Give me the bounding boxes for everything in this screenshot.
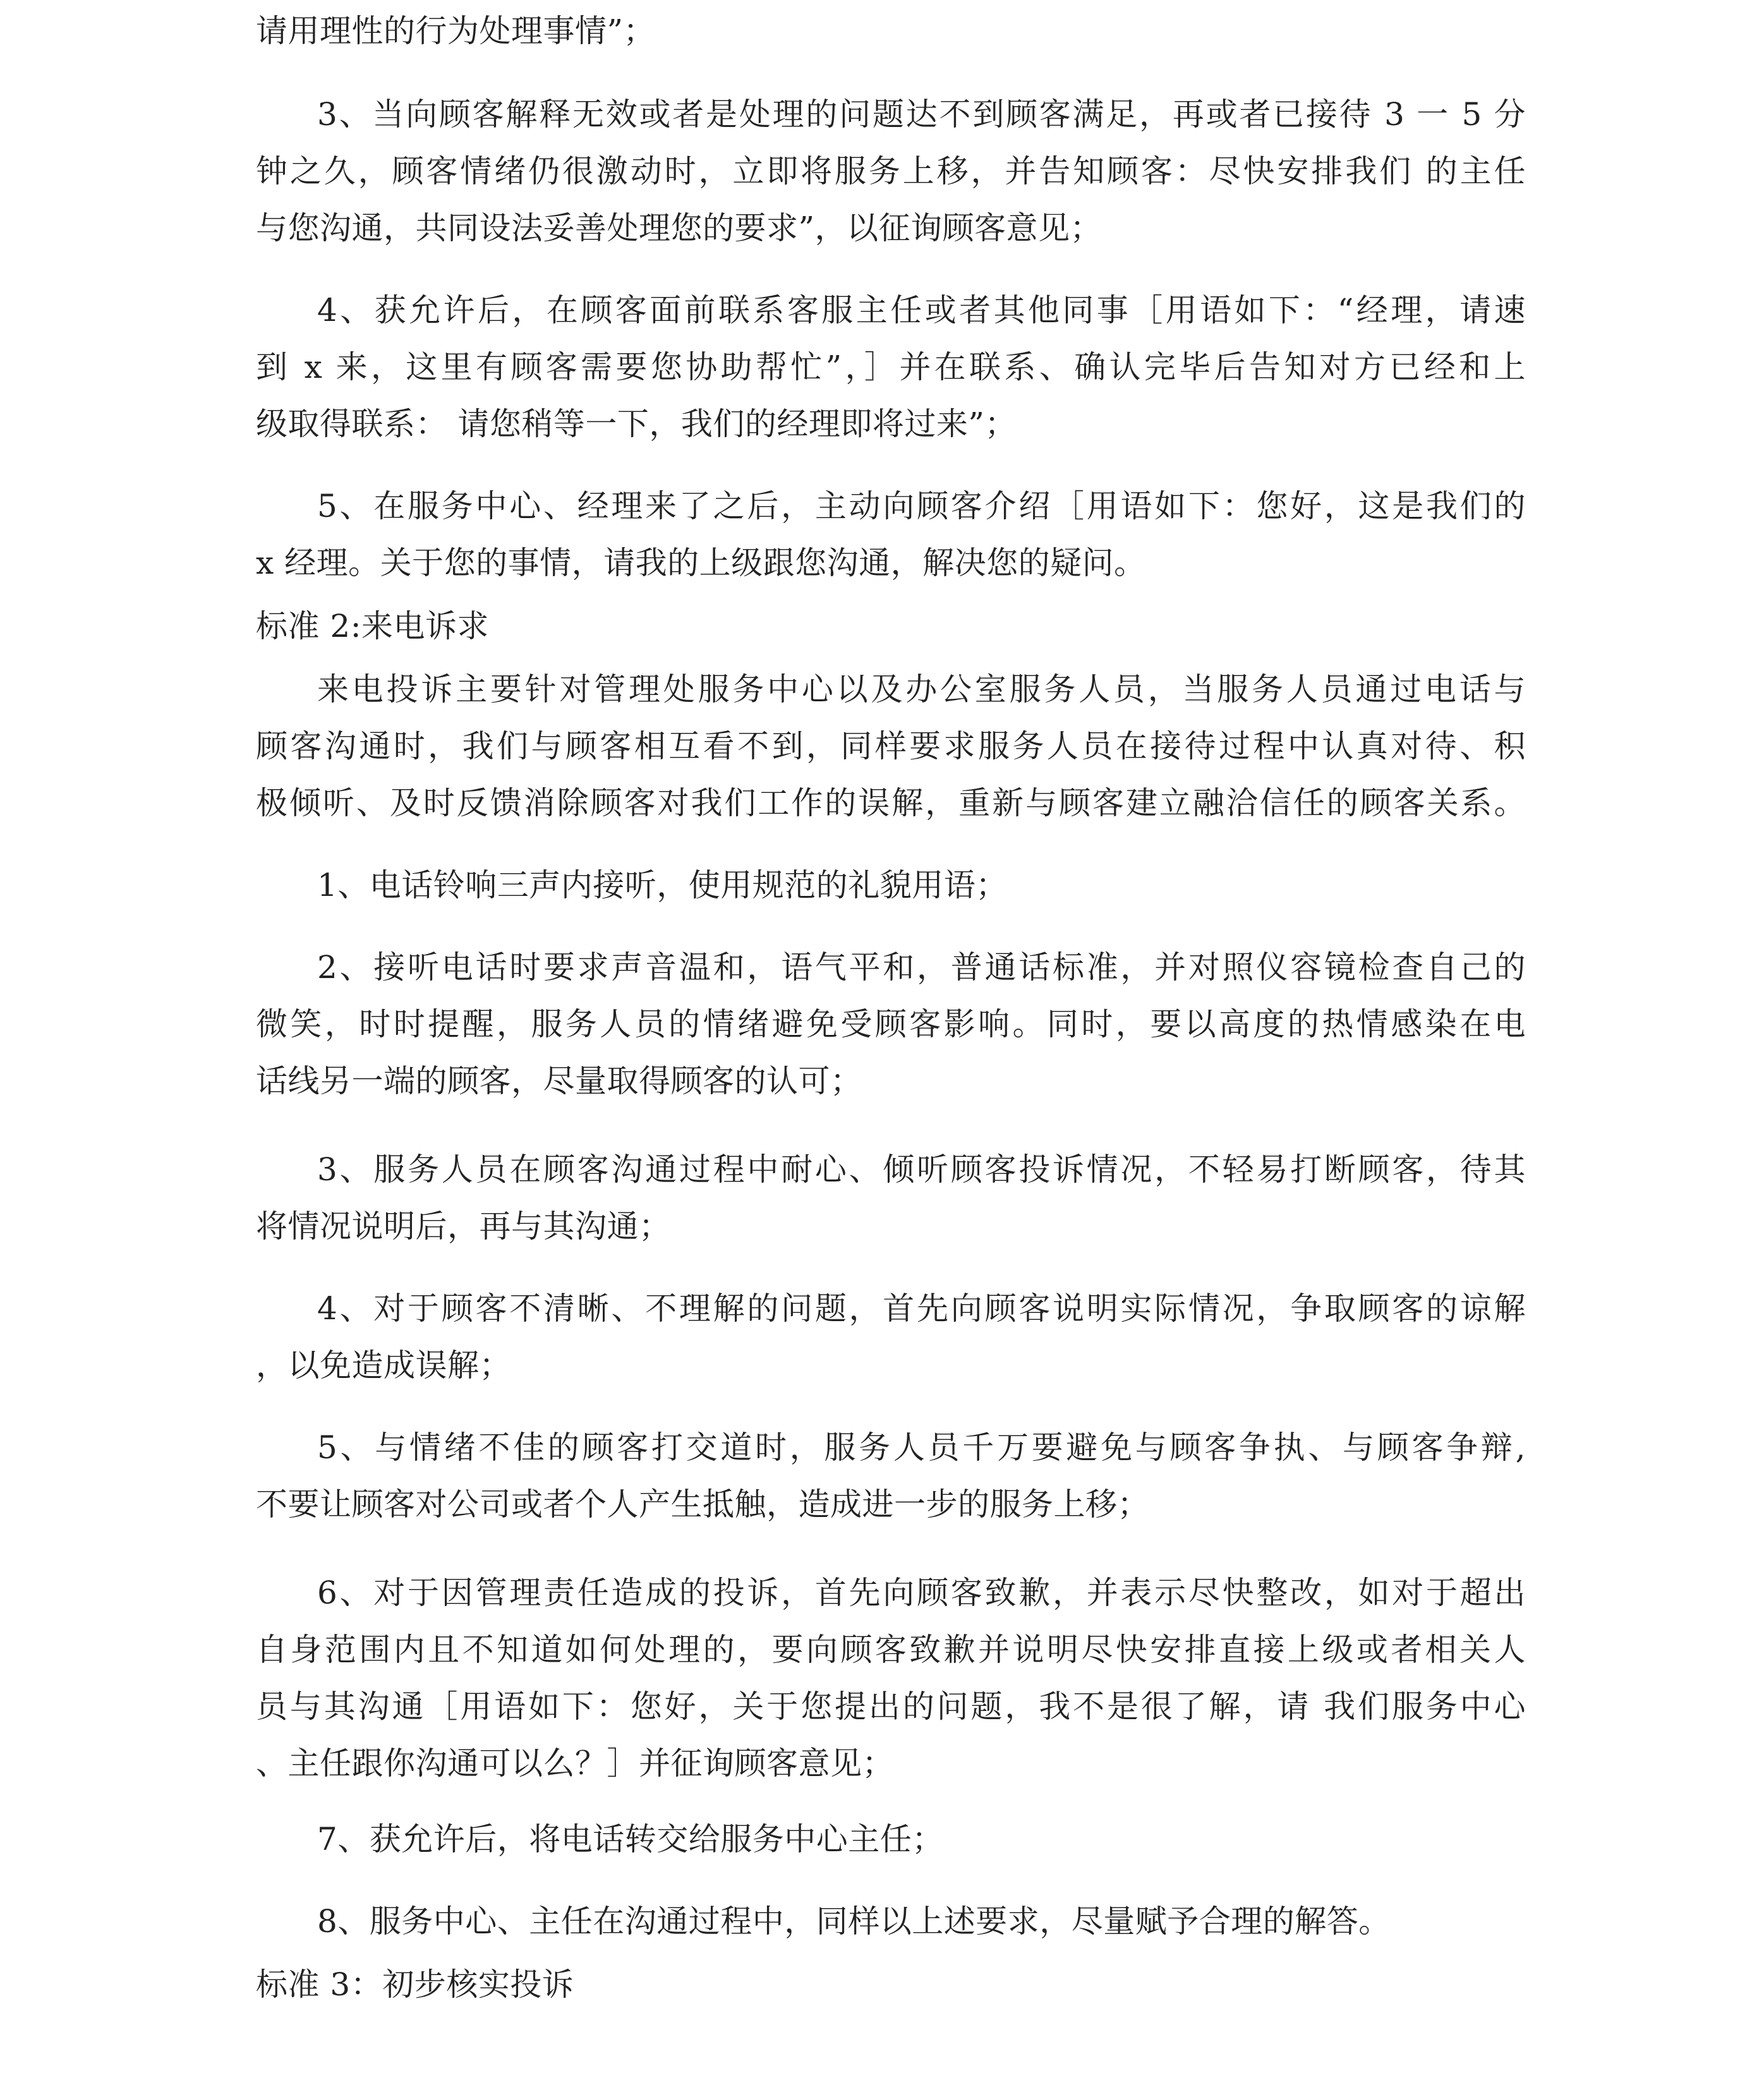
- section-heading: 标准 3：初步核实投诉: [256, 1966, 574, 2003]
- text-line: 将情况说明后，再与其沟通；: [256, 1208, 671, 1245]
- text-line: 顾客沟通时，我们与顾客相互看不到，同样要求服务人员在接待过程中认真对待、积: [256, 728, 1526, 764]
- text-line: 3、当向顾客解释无效或者是处理的问题达不到顾客满足，再或者已接待 3 一 5 分: [317, 96, 1526, 133]
- section-heading: 标准 2:来电诉求: [256, 608, 490, 644]
- text-line: 6、对于因管理责任造成的投诉，首先向顾客致歉，并表示尽快整改，如对于超出: [317, 1574, 1526, 1611]
- text-line: 3、服务人员在顾客沟通过程中耐心、倾听顾客投诉情况，不轻易打断顾客，待其: [317, 1151, 1526, 1188]
- text-line: 与您沟通，共同设法妥善处理您的要求”，以征询顾客意见；: [256, 210, 1102, 246]
- text-line: 7、获允许后，将电话转交给服务中心主任；: [317, 1821, 944, 1858]
- text-line: 微笑，时时提醒，服务人员的情绪避免受顾客影响。同时，要以高度的热情感染在电: [256, 1006, 1526, 1042]
- text-line: 不要让顾客对公司或者个人产生抵触，造成进一步的服务上移；: [256, 1486, 1149, 1523]
- text-line: 5、与情绪不佳的顾客打交道时，服务人员千万要避免与顾客争执、与顾客争辩,: [317, 1429, 1526, 1466]
- text-line: 8、服务中心、主任在沟通过程中，同样以上述要求，尽量赋予合理的解答。: [317, 1903, 1391, 1940]
- text-line: 来电投诉主要针对管理处服务中心以及办公室服务人员，当服务人员通过电话与: [317, 671, 1526, 708]
- text-line: 2、接听电话时要求声音温和，语气平和，普通话标准，并对照仪容镜检查自己的: [317, 949, 1526, 986]
- text-line: 话线另一端的顾客，尽量取得顾客的认可；: [256, 1063, 862, 1099]
- text-line: 级取得联系： 请您稍等一下，我们的经理即将过来”；: [256, 406, 1017, 442]
- text-line: 1、电话铃响三声内接听，使用规范的礼貌用语；: [317, 867, 1008, 904]
- text-line: ，以免造成误解；: [256, 1347, 511, 1384]
- text-line: 、主任跟你沟通可以么？］并征询顾客意见；: [256, 1745, 894, 1782]
- text-line: 到 x 来，这里有顾客需要您协助帮忙”，］并在联系、确认完毕后告知对方已经和上: [256, 349, 1526, 385]
- text-line: 请用理性的行为处理事情”；: [256, 13, 656, 49]
- text-line: x 经理。关于您的事情，请我的上级跟您沟通，解决您的疑问。: [256, 545, 1146, 581]
- text-line: 自身范围内且不知道如何处理的，要向顾客致歉并说明尽快安排直接上级或者相关人: [256, 1631, 1526, 1668]
- text-line: 4、获允许后，在顾客面前联系客服主任或者其他同事［用语如下：“经理，请速: [317, 292, 1526, 329]
- text-line: 员与其沟通［用语如下：您好，关于您提出的问题，我不是很了解，请 我们服务中心: [256, 1688, 1526, 1725]
- text-line: 钟之久，顾客情绪仍很激动时，立即将服务上移，并告知顾客：尽快安排我们 的主任: [256, 153, 1526, 190]
- text-line: 4、对于顾客不清晰、不理解的问题，首先向顾客说明实际情况，争取顾客的谅解: [317, 1290, 1526, 1327]
- text-line: 5、在服务中心、经理来了之后，主动向顾客介绍［用语如下：您好，这是我们的: [317, 488, 1526, 524]
- text-line: 极倾听、及时反馈消除顾客对我们工作的误解，重新与顾客建立融洽信任的顾客关系。: [256, 785, 1526, 821]
